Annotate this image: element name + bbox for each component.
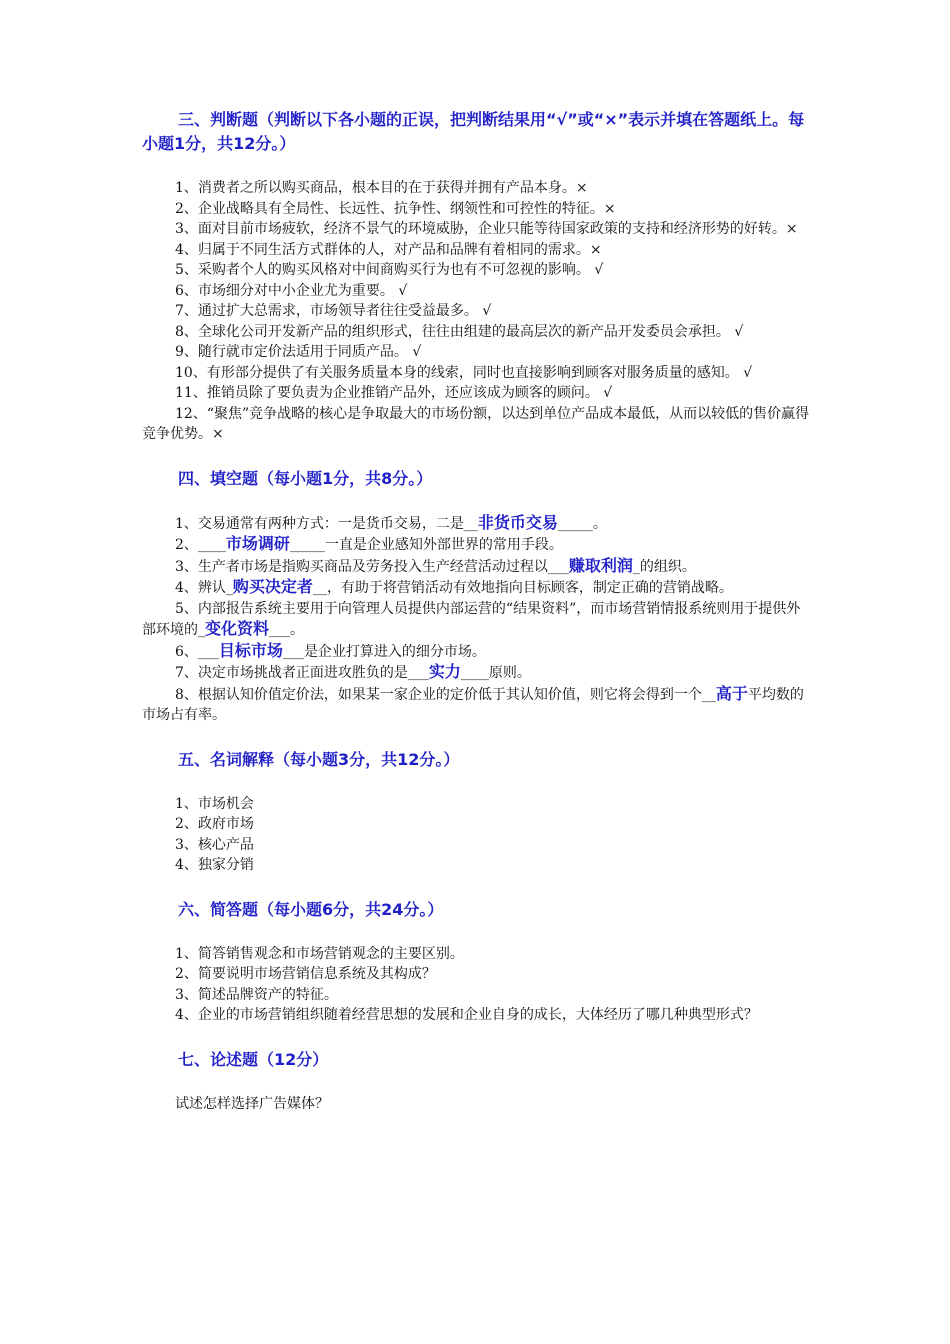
item-text: _____一直是企业感知外部世界的常用手段。 (289, 537, 563, 553)
fill-blank-item (142, 641, 814, 663)
item-text: 2、____ (175, 537, 226, 553)
list-item: 1、消费者之所以购买商品，根本目的在于获得并拥有产品本身。× (175, 180, 588, 196)
fill-blank-item (142, 513, 814, 535)
answer: 高于 (715, 683, 748, 703)
list-item: 10、有形部分提供了有关服务质量本身的线索，同时也直接影响到顾客对服务质量的感知。 √ (175, 364, 753, 381)
section-3-list (142, 178, 814, 445)
item-text: 7、决定市场挑战者正面进攻胜负的是___ (175, 665, 429, 681)
list-item: 3、面对目前市场疲软，经济不景气的环境威胁，企业只能等待国家政策的支持和经济形势的好转。× (175, 221, 798, 237)
list-item: 1、市场机会 (175, 795, 254, 812)
item-text: 5、内部报告系统主要用于向管理人员提供内部运营的“结果资料”，而市场营销情报系统则用于提供外部环境的_ (142, 600, 801, 638)
item-text: 6、___ (175, 643, 219, 660)
answer: 实力 (428, 662, 461, 681)
answer: 赚取利润 (568, 555, 633, 575)
item-text: _____。 (557, 515, 607, 532)
section-6-heading: 六、简答题（每小题6分，共24分。） (178, 899, 444, 919)
section-7-heading: 七、论述题（12分） (178, 1049, 329, 1069)
fill-blank-item (142, 534, 814, 556)
list-item: 2、政府市场 (175, 816, 254, 832)
list-item: 5、采购者个人的购买风格对中间商购买行为也有不可忽视的影响。 √ (175, 262, 604, 278)
fill-blank-item (142, 684, 814, 726)
item-text: 平均数的市场占有率。 (142, 686, 804, 723)
list-item: 4、企业的市场营销组织随着经营思想的发展和企业自身的成长，大体经历了哪几种典型形式？ (175, 1007, 758, 1023)
fill-blank-item (142, 577, 814, 599)
list-item: 4、归属于不同生活方式群体的人，对产品和品牌有着相同的需求。× (175, 241, 602, 258)
item-text: 3、生产者市场是指购买商品及劳务投入生产经营活动过程以___ (175, 558, 569, 575)
section-3-heading: 三、判断题（判断以下各小题的正误，把判断结果用“√”或“×”表示并填在答题纸上。每小题1分，共12分。） (142, 110, 805, 153)
list-item: 2、简要说明市场营销信息系统及其构成？ (175, 966, 436, 982)
list-item: 11、推销员除了要负责为企业推销产品外，还应该成为顾客的顾问。 √ (175, 385, 613, 401)
fill-blank-item (142, 599, 814, 641)
list-item: 2、企业战略具有全局性、长远性、抗争性、纲领性和可控性的特征。× (175, 200, 616, 217)
fill-blank-item (142, 556, 814, 578)
section-7-list (142, 1094, 814, 1115)
section-5-list (142, 794, 814, 876)
answer: 目标市场 (218, 640, 283, 660)
answer: 变化资料 (205, 619, 270, 638)
list-item: 12、“聚焦”竞争战略的核心是争取最大的市场份额，以达到单位产品成本最低，从而以较低的售价赢得竞争优势。× (142, 405, 810, 442)
item-text: 1、交易通常有两种方式：一是货币交易，二是__ (175, 515, 478, 532)
answer: 非货币交易 (477, 512, 558, 532)
item-text: 4、辨认_ (175, 580, 233, 596)
list-item: 8、全球化公司开发新产品的组织形式，往往由组建的最高层次的新产品开发委员会承担。 √ (175, 323, 744, 340)
section-6-list (142, 944, 814, 1026)
list-item: 1、简答销售观念和市场营销观念的主要区别。 (175, 945, 464, 962)
list-item: 4、独家分销 (175, 857, 254, 873)
section-5-heading: 五、名词解释（每小题3分，共12分。） (178, 749, 460, 769)
item-text: ___。 (269, 622, 305, 638)
list-item: 试述怎样选择广告媒体？ (175, 1095, 329, 1112)
section-4-heading: 四、填空题（每小题1分，共8分。） (178, 468, 433, 488)
list-item: 3、简述品牌资产的特征。 (175, 986, 338, 1003)
item-text: ___是企业打算进入的细分市场。 (282, 643, 486, 660)
list-item: 6、市场细分对中小企业尤为重要。 √ (175, 282, 408, 299)
list-item: 3、核心产品 (175, 836, 254, 853)
answer: 购买决定者 (232, 577, 313, 596)
list-item: 7、通过扩大总需求，市场领导者往往受益最多。 √ (175, 303, 492, 319)
item-text: __，有助于将营销活动有效地指向目标顾客，制定正确的营销战略。 (312, 580, 733, 596)
item-text: ____原则。 (460, 665, 531, 681)
fill-blank-item (142, 662, 814, 684)
item-text: 8、根据认知价值定价法，如果某一家企业的定价低于其认知价值，则它将会得到一个__ (175, 686, 716, 703)
answer: 市场调研 (225, 534, 290, 553)
section-4-list (142, 513, 814, 726)
item-text: _的组织。 (632, 558, 696, 575)
list-item: 9、随行就市定价法适用于同质产品。 √ (175, 344, 422, 360)
document-page (142, 108, 814, 1114)
